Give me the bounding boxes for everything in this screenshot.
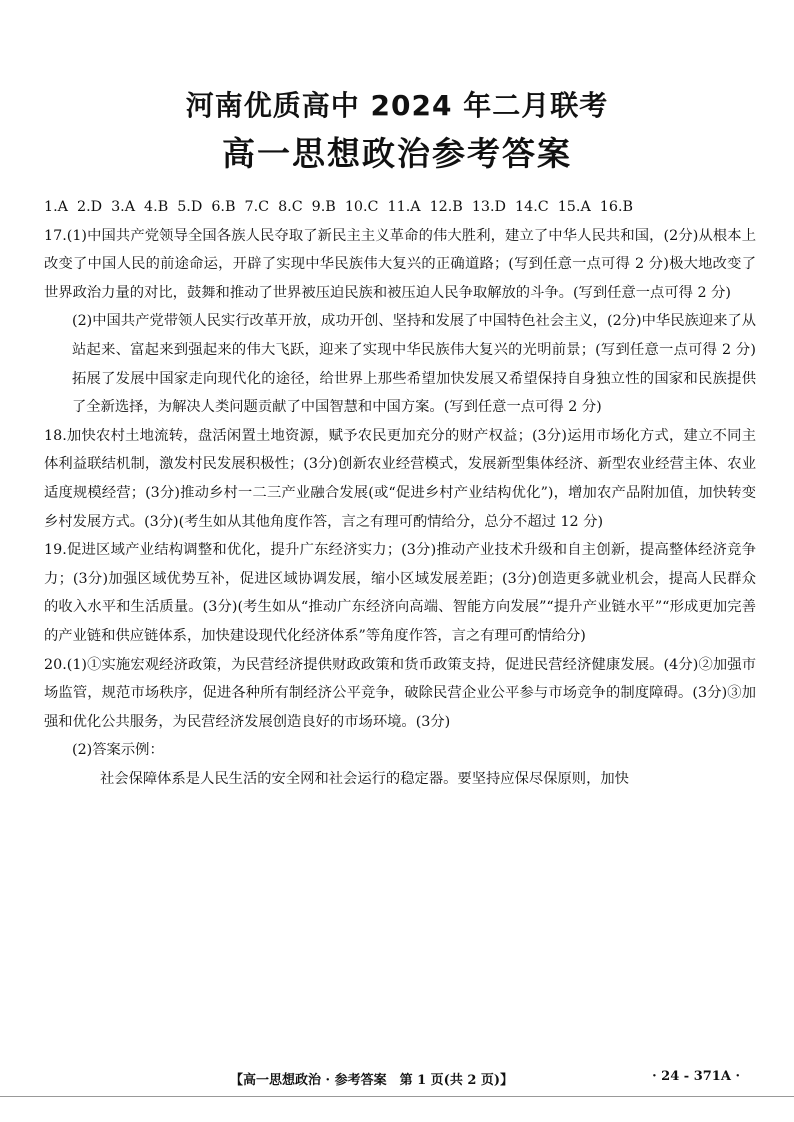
choice-answer: 8.C [278,199,303,215]
q20-part2-label: (2)答案示例： [72,742,164,759]
answer-title: 高一思想政治参考答案 [222,134,572,173]
choice-answer: 2.D [76,199,103,215]
choice-answer: 13.D [471,199,507,215]
choice-answer: 14.C [515,199,549,215]
choice-answer: 4.B [144,199,169,215]
choice-answer: 7.C [244,199,270,215]
answer-body [44,193,756,793]
choice-answer: 16.B [599,199,634,215]
q17-part2: (2)中国共产党带领人民实行改革开放，成功开创、坚持和发展了中国特色社会主义，(2分)中华民族迎来了从站起来、富起来到强起来的伟大飞跃，迎来了实现中华民族伟大复兴的光明前景；(写到任意一点可得 2 分)拓展了发展中国家走向现代化的途径，给世界上那些希望加快发展又希望保持自身独立性的国家和民族提供了全新选择，为解决人类问题贡献了中国智慧和中国方案。(写到任意一点可得 2 分) [72,313,756,416]
q18-answer: 18.加快农村土地流转，盘活闲置土地资源，赋予农民更加充分的财产权益；(3分)运用市场化方式，建立不同主体利益联结机制，激发村民发展积极性；(3分)创新农业经营模式，发展新型集体经济、新型农业经营主体、农业适度规模经营；(3分)推动乡村一二三产业融合发展(或“促进乡村产业结构优化”)，增加农产品附加值，加快转变乡村发展方式。(3分)(考生如从其他角度作答，言之有理可酌情给分，总分不超过 12 分) [44,427,756,530]
footer-code: · 24 - 371A · [652,1069,740,1084]
exam-title: 河南优质高中 2024 年二月联考 [185,89,609,122]
multiple-choice-answers [44,193,756,222]
footer-page-info: 【高一思想政治 · 参考答案 第 1 页(共 2 页)】 [230,1073,514,1088]
choice-answer: 15.A [557,199,591,215]
q20-part2-text: 社会保障体系是人民生活的安全网和社会运行的稳定器。要坚持应保尽保原则，加快 [100,770,629,787]
choice-answer: 11.A [387,199,421,215]
q17-part1: 17.(1)中国共产党领导全国各族人民夺取了新民主主义革命的伟大胜利，建立了中华人民共和国，(2分)从根本上改变了中国人民的前途命运，开辟了实现中华民族伟大复兴的正确道路；(写到任意一点可得 2 分)极大地改变了世界政治力量的对比，鼓舞和推动了世界被压迫民族和被压迫人民争取解放的斗争。(写到任意一点可得 2 分) [44,227,756,301]
bottom-divider [0,1096,794,1097]
q19-answer: 19.促进区域产业结构调整和优化，提升广东经济实力；(3分)推动产业技术升级和自主创新，提高整体经济竞争力；(3分)加强区域优势互补，促进区域协调发展，缩小区域发展差距；(3分)创造更多就业机会，提高人民群众的收入水平和生活质量。(3分)(考生如从“推动广东经济向高端、智能方向发展”“提升产业链水平”“形成更加完善的产业链和供应链体系，加快建设现代化经济体系”等角度作答，言之有理可酌情给分) [44,542,756,644]
choice-answer: 5.D [177,199,203,215]
choice-answer: 6.B [211,199,236,215]
choice-answer: 1.A [44,199,68,215]
choice-answer: 10.C [344,199,379,215]
q20-part1: 20.(1)①实施宏观经济政策，为民营经济提供财政政策和货币政策支持，促进民营经济健康发展。(4分)②加强市场监管，规范市场秩序，促进各种所有制经济公平竞争，破除民营企业公平参与市场竞争的制度障碍。(3分)③加强和优化公共服务，为民营经济发展创造良好的市场环境。(3分) [44,656,756,730]
choice-answer: 3.A [111,199,136,215]
page-footer [0,1069,794,1091]
choice-answer: 9.B [311,199,336,215]
choice-answer: 12.B [429,199,463,215]
